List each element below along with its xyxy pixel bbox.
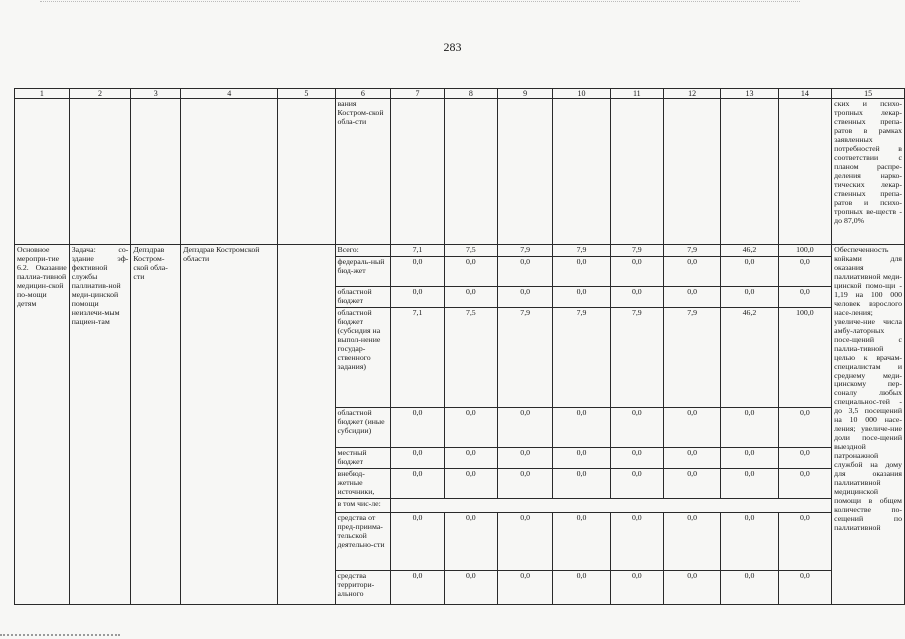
value-cell: 7,9 [553,245,610,257]
header-cell: 13 [721,89,778,99]
value-cell: 0,0 [721,257,778,287]
value-cell: 0,0 [778,408,831,448]
funding-source-cell: областной бюджет (иные субсидии) [335,408,391,448]
value-cell: 0,0 [498,408,553,448]
value-cell: 46,2 [721,308,778,408]
value-cell: 0,0 [721,408,778,448]
value-cell: 0,0 [778,570,831,604]
value-cell: 0,0 [664,257,721,287]
value-cell: 0,0 [610,257,663,287]
value-cell: 7,9 [498,308,553,408]
funding-source-cell: внебюд-жетные источники, [335,468,391,498]
value-cell: 7,9 [553,308,610,408]
value-cell: 0,0 [444,257,497,287]
empty-cell [610,99,663,245]
header-cell: 2 [69,89,131,99]
header-cell: 14 [778,89,831,99]
value-cell: 0,0 [391,570,444,604]
empty-cell [664,99,721,245]
value-cell: 7,9 [610,245,663,257]
value-cell: 0,0 [498,448,553,469]
value-cell: 0,0 [498,287,553,308]
value-cell: 0,0 [610,448,663,469]
value-cell: 0,0 [721,448,778,469]
empty-cell [69,99,131,245]
value-cell: 0,0 [664,512,721,570]
value-cell: 0,0 [553,468,610,498]
value-cell: 0,0 [610,570,663,604]
value-cell: 0,0 [391,408,444,448]
empty-cell [721,99,778,245]
header-cell: 5 [278,89,335,99]
header-cell: 1 [15,89,70,99]
value-cell: 0,0 [610,468,663,498]
value-cell: 46,2 [721,245,778,257]
empty-cell [131,99,181,245]
value-cell: 0,0 [444,448,497,469]
value-cell: 100,0 [778,308,831,408]
funding-source-cell: федераль-ный бюд-жет [335,257,391,287]
budget-table [14,88,905,605]
value-cell: 0,0 [391,287,444,308]
value-cell: 0,0 [553,257,610,287]
value-cell: 7,1 [391,245,444,257]
value-cell: 0,0 [444,512,497,570]
value-cell: 0,0 [498,257,553,287]
value-cell: 0,0 [498,512,553,570]
value-cell: 0,0 [778,257,831,287]
continuation-row [15,99,905,245]
value-cell: 0,0 [778,448,831,469]
funding-source-cell: средства территори-ального [335,570,391,604]
value-cell: 7,1 [391,308,444,408]
funding-source-cell: местный бюджет [335,448,391,469]
activity-name-cell: Основное меропри-тие 6.2. Оказание паллиа-тивной медицин-ской по-мощи детям [15,245,70,605]
value-cell: 0,0 [498,570,553,604]
empty-cell [444,99,497,245]
table-row [15,245,905,257]
value-cell: 0,0 [444,408,497,448]
header-cell: 8 [444,89,497,99]
empty-cell [181,99,278,245]
funding-source-cell: в том чис-ле: [335,498,391,512]
value-cell: 0,0 [391,512,444,570]
value-cell: 0,0 [444,468,497,498]
value-cell: 0,0 [444,570,497,604]
empty-cell [278,99,335,245]
value-cell: 7,9 [610,308,663,408]
header-cell: 11 [610,89,663,99]
empty-cell [498,99,553,245]
header-cell: 12 [664,89,721,99]
value-cell: 0,0 [721,287,778,308]
empty-cell [778,99,831,245]
value-cell: 0,0 [721,512,778,570]
header-cell: 4 [181,89,278,99]
value-cell: 0,0 [391,257,444,287]
empty-cell [553,99,610,245]
empty-cell [278,245,335,605]
value-cell: 0,0 [721,570,778,604]
value-cell: 0,0 [664,448,721,469]
funding-source-cell: Всего: [335,245,391,257]
value-cell: 0,0 [553,570,610,604]
empty-cell [15,99,70,245]
value-cell: 0,0 [498,468,553,498]
empty-cell [391,498,832,512]
task-cell: Задача: со-здание эф-фективной службы паллиатив-ной меди-цинской помощи неизлечи-мым пациен-там [69,245,131,605]
header-cell: 7 [391,89,444,99]
value-cell: 100,0 [778,245,831,257]
value-cell: 0,0 [444,287,497,308]
header-cell: 9 [498,89,553,99]
value-cell: 0,0 [553,512,610,570]
value-cell: 0,0 [778,468,831,498]
coexecutor-cell: Депздрав Костромской области [181,245,278,605]
header-cell: 3 [131,89,181,99]
top-scan-line [40,1,800,3]
value-cell: 0,0 [391,448,444,469]
expected-result-cell: Обеспеченность койками для оказания паллиативной меди-цинской помо-щи - 1,19 на 100 000 человек взрослого насе-ления; увеличе-ние числа амбу-латорных посе-щений с паллиа-тивной целью к врачам-специалистам и среднему меди-цинскому пер-соналу любых специальнос-тей - до 3,5 посещений на 10 000 насе-ления; увеличе-ние доли посе-щений выездной патронажной службой на дому для оказания паллиативной медицинской помощи в общем количестве по-сещений по паллиативной [832,245,905,605]
value-cell: 0,0 [553,408,610,448]
bottom-scan-line [0,634,120,637]
value-cell: 0,0 [610,408,663,448]
page-number: 283 [443,40,462,54]
value-cell: 0,0 [664,408,721,448]
value-cell: 0,0 [664,468,721,498]
responsible-cell: Депздрав Костром-ской обла-сти [131,245,181,605]
empty-cell [391,99,444,245]
value-cell: 0,0 [553,287,610,308]
value-cell: 0,0 [553,448,610,469]
value-cell: 7,5 [444,245,497,257]
value-cell: 7,9 [664,308,721,408]
funding-source-cell: средства от пред-приима-тельской деятельно-сти [335,512,391,570]
value-cell: 7,5 [444,308,497,408]
value-cell: 7,9 [664,245,721,257]
value-cell: 0,0 [778,287,831,308]
value-cell: 0,0 [664,287,721,308]
header-cell: 10 [553,89,610,99]
value-cell: 0,0 [664,570,721,604]
continuation-source-cell: вания Костром-ской обла-сти [335,99,391,245]
value-cell: 7,9 [498,245,553,257]
funding-source-cell: областной бюджет [335,287,391,308]
value-cell: 0,0 [610,512,663,570]
header-row [15,89,905,99]
value-cell: 0,0 [778,512,831,570]
continuation-result-cell: ских и психо-тропных лекар-ственных препа-ратов в рамках заявленных потребностей в соответствии с планом распре-деления нарко-тических лекар-ственных препа-ратов и психо-тропных ве-ществ - до 87,0% [832,99,905,245]
value-cell: 0,0 [721,468,778,498]
value-cell: 0,0 [610,287,663,308]
header-cell: 15 [832,89,905,99]
value-cell: 0,0 [391,468,444,498]
header-cell: 6 [335,89,391,99]
funding-source-cell: областной бюджет (субсидия на выпол-нение государ-ственного задания) [335,308,391,408]
